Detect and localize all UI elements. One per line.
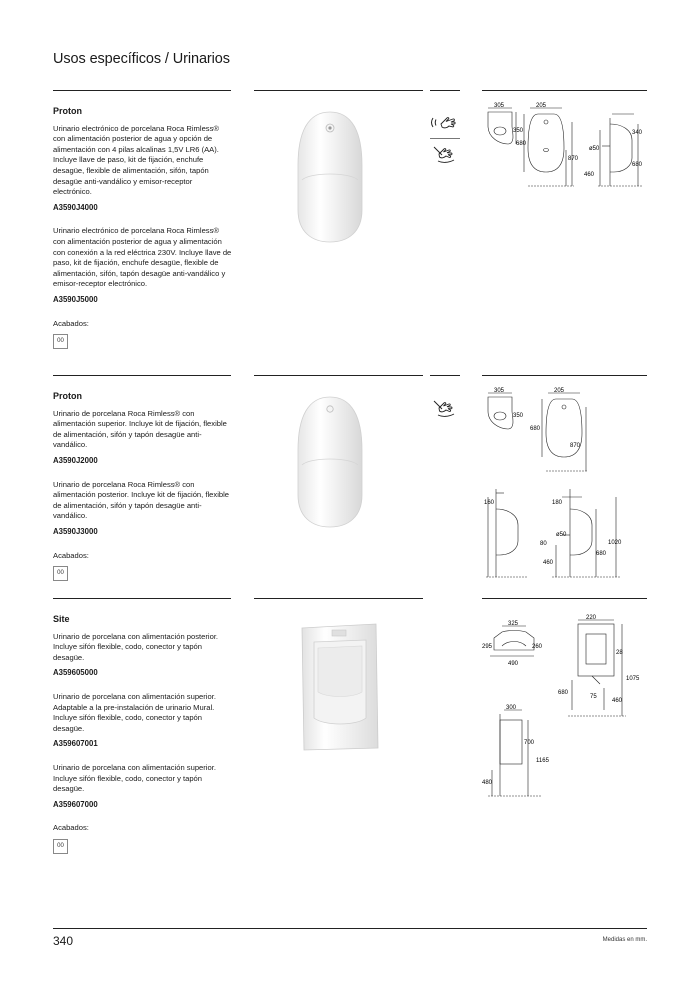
section-1-rule-image — [254, 90, 423, 91]
product-description: Urinario de porcelana con alimentación superior. Incluye sifón flexible, codo, conector y tapón desagüe. — [53, 762, 216, 794]
dim-front-width: 205 — [536, 103, 547, 109]
proton-electronic-urinal-image — [290, 110, 370, 245]
product-code: A359607000 — [53, 799, 98, 809]
dim-top-right: 260 — [532, 644, 543, 650]
dim-side-1165: 1165 — [536, 758, 549, 764]
dim-side-480: 480 — [482, 780, 493, 786]
side-view — [598, 114, 642, 186]
icon-divider — [430, 138, 460, 139]
footer-rule — [53, 928, 647, 929]
product-description: Urinario electrónico de porcelana Roca Rimless® con alimentación posterior de agua y alimentación con conexión a la red eléctrica 230V. Incluye llave de paso, kit de fijación, enchufe desagüe, flexible de alimentación, sifón, tapón desagüe anti-vandálico y emisor-receptor electrónico. — [53, 226, 232, 289]
dim-outlet-height: 460 — [543, 560, 554, 566]
finish-swatch[interactable]: 00 — [53, 334, 68, 349]
top-view — [488, 393, 513, 429]
section-1-rule-icons — [430, 90, 460, 91]
sensor-hand-icon — [430, 110, 460, 134]
dim-front-width: 220 — [586, 615, 597, 621]
section-2-text — [53, 391, 233, 581]
section-2-rule-icons — [430, 375, 460, 376]
dim-front-75: 75 — [590, 694, 597, 700]
dim-side-depth: 340 — [632, 130, 643, 136]
finishes-label: Acabados: — [53, 550, 89, 560]
product-code: A3590J3000 — [53, 526, 98, 536]
dim-side1-width: 160 — [484, 500, 495, 506]
dim-side-700: 700 — [524, 740, 535, 746]
dim-front-680: 680 — [558, 690, 569, 696]
site-technical-drawing — [482, 610, 647, 805]
section-3-rule-drawings — [482, 598, 647, 599]
section-2-rule-drawings — [482, 375, 647, 376]
front-view — [524, 108, 574, 186]
section-3-rule-text — [53, 598, 231, 599]
product-description: Urinario de porcelana Roca Rimless® con alimentación posterior. Incluye kit de fijación, flexible de alimentación, sifón y tapón desagüe anti-vandálico. — [53, 479, 230, 521]
dim-top-width: 305 — [494, 103, 505, 109]
proton-urinal-image — [290, 395, 370, 530]
dim-front-460: 460 — [612, 698, 623, 704]
product-code: A3590J2000 — [53, 455, 98, 465]
dim-bottom-width: 490 — [508, 661, 519, 667]
section-3-rule-image — [254, 598, 423, 599]
dim-front-width: 205 — [554, 388, 565, 394]
manual-push-icon — [430, 397, 460, 421]
section-title: Site — [53, 614, 70, 624]
product-code: A3590J5000 — [53, 294, 98, 304]
finishes-label: Acabados: — [53, 318, 89, 328]
dim-front-total-height: 1075 — [626, 676, 640, 682]
dim-side-width: 300 — [506, 705, 517, 711]
section-title: Proton — [53, 106, 82, 116]
top-view — [488, 108, 516, 144]
page-number: 340 — [53, 934, 74, 948]
dim-top-depth: 350 — [513, 128, 524, 134]
proton-electronic-technical-drawing — [482, 100, 647, 190]
section-2-rule-image — [254, 375, 423, 376]
dim-body-height: 680 — [596, 551, 607, 557]
product-description: Urinario de porcelana con alimentación superior. Adaptable a la pre-instalación de urinario Mural. Incluye sifón flexible, codo, conector y tapón desagüe. — [53, 691, 216, 733]
section-1-text — [53, 106, 233, 349]
front-view — [542, 393, 588, 471]
side-view — [488, 710, 542, 796]
dim-side-height: 680 — [632, 162, 643, 168]
product-code: A359607001 — [53, 739, 98, 749]
dim-outlet-height: 460 — [584, 172, 595, 178]
proton-technical-drawing — [482, 385, 647, 585]
dim-side-depth: 80 — [540, 541, 547, 547]
dim-top-width: 305 — [494, 388, 505, 394]
manual-push-icon — [430, 143, 460, 167]
page-title: Usos específicos / Urinarios — [53, 51, 230, 67]
product-description: Urinario de porcelana con alimentación posterior. Incluye sifón flexible, codo, conector y tapón desagüe. — [53, 631, 219, 662]
finish-swatch[interactable]: 00 — [53, 839, 68, 854]
finishes-label: Acabados: — [53, 823, 89, 833]
dim-top-width: 325 — [508, 621, 519, 627]
dim-top-left: 295 — [482, 644, 493, 650]
dim-side2-width: 180 — [552, 500, 563, 506]
dim-front-height: 680 — [516, 141, 527, 147]
section-3-text — [53, 614, 233, 854]
section-1-rule-drawings — [482, 90, 647, 91]
dim-front-height: 680 — [530, 426, 541, 432]
top-view — [490, 626, 534, 656]
dim-inlet-height: 870 — [568, 156, 579, 162]
product-code: A359605000 — [53, 668, 98, 678]
dim-inlet-height: 870 — [570, 443, 581, 449]
product-description: Urinario electrónico de porcelana Roca Rimless® con alimentación posterior de agua y opción de alimentación con 4 pilas alcalinas 1,5V LR6 (AA). Incluye llave de paso, kit de fijación, enchufe desagüe, flexible de alimentación, sifón, tapón desagüe anti-vandálico y emisor-receptor electrónico. — [53, 123, 219, 197]
dim-outlet-diameter: ø50 — [556, 532, 567, 538]
product-code: A3590J4000 — [53, 202, 98, 212]
dim-top-depth: 350 — [513, 413, 524, 419]
footer-note: Medidas en mm. — [602, 937, 647, 943]
dim-total-height: 1020 — [608, 540, 622, 546]
product-description: Urinario de porcelana Roca Rimless® con alimentación superior. Incluye kit de fijación, flexible de alimentación, sifón y tapón desagüe anti-vandálico. — [53, 408, 227, 450]
section-title: Proton — [53, 391, 82, 401]
dim-outlet-diameter: ø50 — [589, 146, 600, 152]
finish-swatch[interactable]: 00 — [53, 566, 68, 581]
section-2-rule-text — [53, 375, 231, 376]
dim-front-28: 28 — [616, 650, 623, 656]
site-urinal-image — [296, 622, 382, 752]
section-1-rule-text — [53, 90, 231, 91]
